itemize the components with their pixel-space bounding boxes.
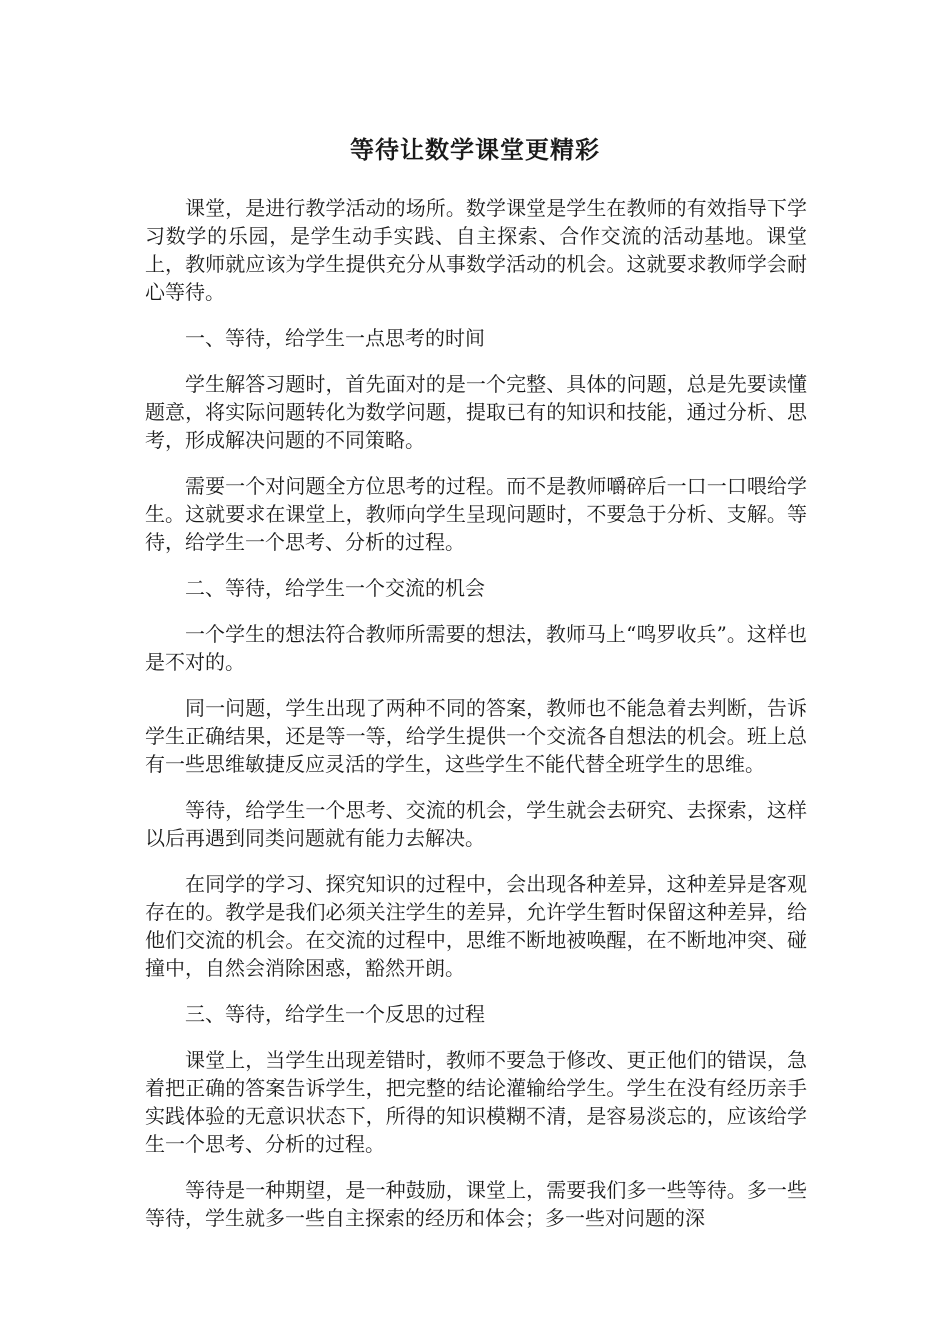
paragraph: 课堂上，当学生出现差错时，教师不要急于修改、更正他们的错误，急着把正确的答案告诉学生，把完整的结论灌输给学生。学生在没有经历亲手实践体验的无意识状态下，所得的知识模糊不清，是容易淡忘的，应该给学生一个思考、分析的过程。 xyxy=(145,1048,807,1156)
paragraph: 一个学生的想法符合教师所需要的想法，教师马上“鸣罗收兵”。这样也是不对的。 xyxy=(145,622,807,674)
paragraph: 课堂，是进行教学活动的场所。数学课堂是学生在教师的有效指导下学习数学的乐园，是学生动手实践、自主探索、合作交流的活动基地。课堂上，教师就应该为学生提供充分从事数学活动的机会。这就要求教师学会耐心等待。 xyxy=(145,196,807,304)
paragraph: 需要一个对问题全方位思考的过程。而不是教师嚼碎后一口一口喂给学生。这就要求在课堂上，教师向学生呈现问题时，不要急于分析、支解。等待，给学生一个思考、分析的过程。 xyxy=(145,474,807,554)
section-heading: 二、等待，给学生一个交流的机会 xyxy=(185,576,485,600)
document-body xyxy=(145,194,807,1250)
section-heading: 三、等待，给学生一个反思的过程 xyxy=(185,1002,485,1026)
paragraph: 学生解答习题时，首先面对的是一个完整、具体的问题，总是先要读懂题意，将实际问题转化为数学问题，提取已有的知识和技能，通过分析、思考，形成解决问题的不同策略。 xyxy=(145,372,807,452)
section-heading: 一、等待，给学生一点思考的时间 xyxy=(185,326,485,350)
paragraph: 在同学的学习、探究知识的过程中，会出现各种差异，这种差异是客观存在的。教学是我们必须关注学生的差异，允许学生暂时保留这种差异，给他们交流的机会。在交流的过程中，思维不断地被唤醒，在不断地冲突、碰撞中，自然会消除困惑，豁然开朗。 xyxy=(145,872,807,980)
paragraph: 等待是一种期望，是一种鼓励，课堂上，需要我们多一些等待。多一些等待，学生就多一些自主探索的经历和体会；多一些对问题的深 xyxy=(145,1178,807,1230)
document-title: 等待让数学课堂更精彩 xyxy=(350,135,600,164)
paragraph: 等待，给学生一个思考、交流的机会，学生就会去研究、去探索，这样以后再遇到同类问题就有能力去解决。 xyxy=(145,798,807,850)
paragraph: 同一问题，学生出现了两种不同的答案，教师也不能急着去判断，告诉学生正确结果，还是等一等，给学生提供一个交流各自想法的机会。班上总有一些思维敏捷反应灵活的学生，这些学生不能代替全班学生的思维。 xyxy=(145,696,807,776)
